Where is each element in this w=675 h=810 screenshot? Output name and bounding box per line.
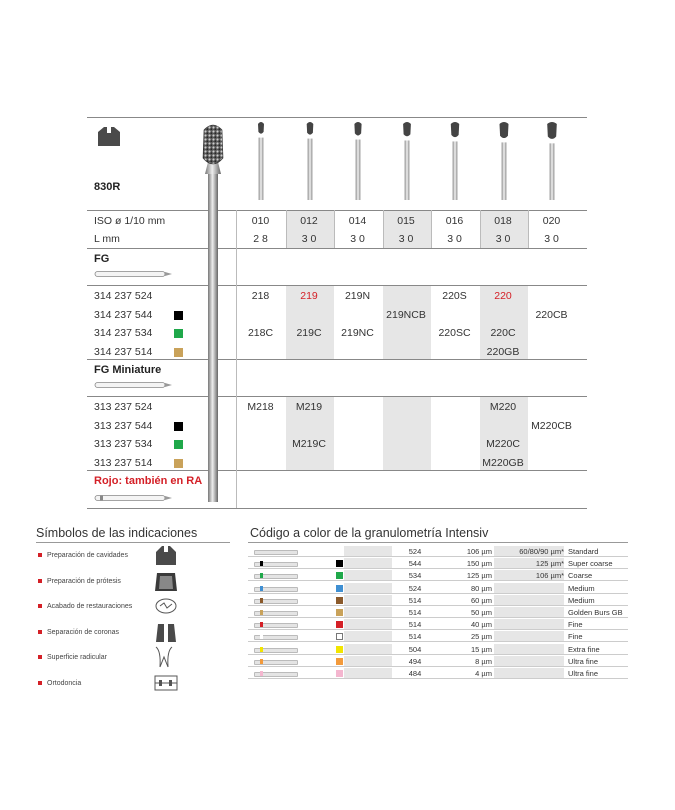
grit-swatch <box>174 348 183 357</box>
grit-size: 150 µm <box>466 559 492 569</box>
grit-name: Golden Burs GB <box>568 608 623 617</box>
table-rule <box>87 248 587 249</box>
indication-item <box>38 552 128 559</box>
bur-profile-image <box>445 120 465 200</box>
bullet <box>38 604 42 608</box>
grit-swatch <box>336 597 343 604</box>
bur-code: M220CB <box>531 419 572 432</box>
column-shade <box>383 396 432 470</box>
grit-band <box>260 647 263 652</box>
grit-name: Standard <box>568 547 599 556</box>
length-value: 3 0 <box>447 233 462 245</box>
grit-size: 4 µm <box>475 669 492 678</box>
grit-name: Coarse <box>568 571 593 581</box>
grit-band <box>260 610 263 615</box>
fg-shank-icon <box>94 266 174 276</box>
bur-profile-image <box>348 120 368 200</box>
grit-row <box>248 607 628 618</box>
grit-code: 514 <box>408 632 422 642</box>
bur-code: 219C <box>296 327 322 339</box>
grit-code: 514 <box>408 608 422 617</box>
grit-swatch <box>174 311 183 320</box>
indications-underline <box>36 542 230 543</box>
bur-code: 220S <box>442 290 467 302</box>
grit-row <box>248 546 628 557</box>
bur-profile-image <box>251 120 271 200</box>
grit-size: 106 µm <box>466 547 492 556</box>
bur-code: M220GB <box>482 456 524 469</box>
bur-code: M219C <box>292 438 326 450</box>
length-value: 3 0 <box>350 233 365 245</box>
orthodontics-icon <box>153 671 179 695</box>
grit-swatch <box>336 609 343 616</box>
reference-number: 313 237 534 <box>94 438 153 450</box>
grit-row <box>248 656 628 667</box>
bur-code: 218C <box>247 327 274 339</box>
cavity-prep-icon <box>96 124 122 148</box>
grit-row <box>248 595 628 606</box>
grit-swatch <box>174 422 183 431</box>
length-value: 2 8 <box>253 233 268 245</box>
bur-profile-image <box>542 120 562 200</box>
grit-alt-size: 125 µm* <box>535 559 564 569</box>
bur-profile-image <box>494 120 514 200</box>
indication-label: Ortodoncia <box>47 679 82 687</box>
bur-code: 220CB <box>535 308 568 321</box>
reference-number: 313 237 524 <box>94 401 153 413</box>
bur-profile-image <box>397 120 417 200</box>
bullet <box>38 553 42 557</box>
reference-number: 314 237 544 <box>94 308 153 321</box>
bullet <box>38 579 42 583</box>
grit-size: 25 µm <box>471 632 492 642</box>
grit-row <box>248 583 628 594</box>
bur-code: 220 <box>494 290 512 302</box>
grit-name: Ultra fine <box>568 669 599 678</box>
grit-swatch <box>174 440 183 449</box>
crown-separation-icon <box>153 620 179 644</box>
indication-item <box>38 578 121 585</box>
grit-name: Ultra fine <box>568 656 599 666</box>
grit-row <box>248 619 628 630</box>
indication-item <box>38 629 119 636</box>
grit-row <box>248 570 628 581</box>
grit-name: Extra fine <box>568 644 600 654</box>
prosthesis-prep-icon <box>153 569 179 593</box>
restoration-finishing-icon <box>153 594 179 618</box>
grit-alt-size: 60/80/90 µm* <box>519 547 564 556</box>
grit-swatch <box>336 621 343 628</box>
bur-code: 219N <box>344 290 371 302</box>
iso-value: 012 <box>300 215 318 227</box>
iso-value: 018 <box>494 215 512 227</box>
bur-code: 219NC <box>341 327 374 339</box>
grit-band <box>260 586 263 591</box>
grit-band <box>260 622 263 627</box>
length-value: 3 0 <box>398 233 414 245</box>
grit-row <box>248 558 628 569</box>
table-rule <box>87 210 587 211</box>
length-value: 3 0 <box>544 233 559 245</box>
indication-label: Superficie radicular <box>47 654 107 661</box>
grit-row <box>248 668 628 679</box>
grit-size: 125 µm <box>466 571 492 581</box>
grit-swatch <box>336 560 343 567</box>
grit-code: 484 <box>408 669 422 678</box>
grit-size: 60 µm <box>471 595 492 605</box>
bullet <box>38 655 42 659</box>
grit-name: Super coarse <box>568 559 613 569</box>
fg-title: FG <box>94 253 110 265</box>
grit-size: 8 µm <box>475 656 492 666</box>
grit-size: 80 µm <box>471 583 492 593</box>
grit-swatch <box>336 572 343 579</box>
grit-swatch <box>174 459 183 468</box>
table-rule <box>87 285 587 286</box>
table-rule <box>87 508 587 509</box>
bur-code: 220SC <box>438 327 471 339</box>
indication-item <box>38 680 81 687</box>
grit-code: 514 <box>408 620 422 630</box>
grit-name: Medium <box>568 583 595 593</box>
grit-band <box>260 598 263 603</box>
ra-shank-icon <box>94 490 174 500</box>
grit-row <box>248 631 628 642</box>
column-divider <box>236 210 237 508</box>
grit-band <box>260 561 263 566</box>
iso-value: 010 <box>251 215 270 227</box>
grit-swatch <box>336 646 343 653</box>
fg-miniature-title: FG Miniature <box>94 364 162 376</box>
length-label: L mm <box>94 233 120 245</box>
bur-code: M219 <box>295 401 323 413</box>
grit-swatch <box>174 329 183 338</box>
iso-label: ISO ø 1/10 mm <box>94 215 166 227</box>
length-value: 3 0 <box>495 233 511 245</box>
grit-size: 15 µm <box>471 644 492 654</box>
grit-band <box>260 671 263 676</box>
bur-code: 218 <box>251 290 270 302</box>
grit-code: 524 <box>408 547 422 556</box>
table-rule <box>87 117 587 118</box>
bur-profile-image <box>300 120 320 200</box>
grit-alt-size: 106 µm* <box>535 571 564 581</box>
bur-code: 220GB <box>486 345 520 358</box>
grit-band <box>260 573 263 578</box>
reference-bur-image <box>196 122 230 502</box>
grit-name: Medium <box>568 595 595 605</box>
grit-row <box>248 644 628 655</box>
grit-name: Fine <box>568 620 583 630</box>
grit-swatch <box>336 633 343 640</box>
grit-code: 504 <box>408 644 422 654</box>
iso-value: 020 <box>542 215 561 227</box>
grit-band <box>260 634 263 639</box>
grit-swatch <box>336 658 343 665</box>
bullet <box>38 630 42 634</box>
indication-label: Acabado de restauraciones <box>47 603 133 610</box>
grit-swatch <box>336 670 343 677</box>
table-rule <box>87 396 587 397</box>
grit-code: 524 <box>408 583 422 593</box>
reference-number: 314 237 514 <box>94 345 153 358</box>
grit-size: 40 µm <box>471 620 492 630</box>
root-surface-icon <box>153 645 179 669</box>
indication-label: Separación de coronas <box>47 628 119 636</box>
indications-title: Símbolos de las indicaciones <box>36 526 198 540</box>
iso-value: 014 <box>348 215 367 227</box>
length-value: 3 0 <box>301 233 317 245</box>
reference-number: 314 237 524 <box>94 290 153 302</box>
reference-number: 313 237 544 <box>94 419 153 432</box>
bur-code: 219NCB <box>386 308 426 321</box>
fg-miniature-shank-icon <box>94 377 174 387</box>
grit-size: 50 µm <box>471 608 492 617</box>
grit-name: Fine <box>568 632 583 642</box>
cavity-prep-icon <box>153 543 179 567</box>
shank-bar <box>254 550 298 555</box>
grit-code: 514 <box>408 595 422 605</box>
iso-value: 016 <box>445 215 464 227</box>
bur-code: M220 <box>489 401 517 413</box>
indication-item <box>38 654 107 661</box>
indication-item <box>38 603 132 610</box>
bur-code: 220C <box>490 327 516 339</box>
bur-code: 219 <box>300 290 318 302</box>
grit-title: Código a color de la granulometría Intensiv <box>250 526 489 540</box>
reference-number: 313 237 514 <box>94 456 153 469</box>
grit-swatch <box>336 585 343 592</box>
grit-code: 494 <box>408 656 422 666</box>
grit-code: 544 <box>408 559 422 569</box>
reference-number: 314 237 534 <box>94 327 153 339</box>
bur-code: M218 <box>247 401 274 413</box>
grit-band <box>260 659 263 664</box>
bullet <box>38 681 42 685</box>
indication-label: Preparación de cavidades <box>47 552 128 559</box>
bur-code: M220C <box>486 438 520 450</box>
iso-value: 015 <box>397 215 415 227</box>
indication-label: Preparación de prótesis <box>47 577 121 585</box>
grit-underline <box>248 542 628 543</box>
product-code: 830R <box>94 181 121 193</box>
grit-code: 534 <box>408 571 422 581</box>
ra-note: Rojo: también en RA <box>94 475 203 487</box>
